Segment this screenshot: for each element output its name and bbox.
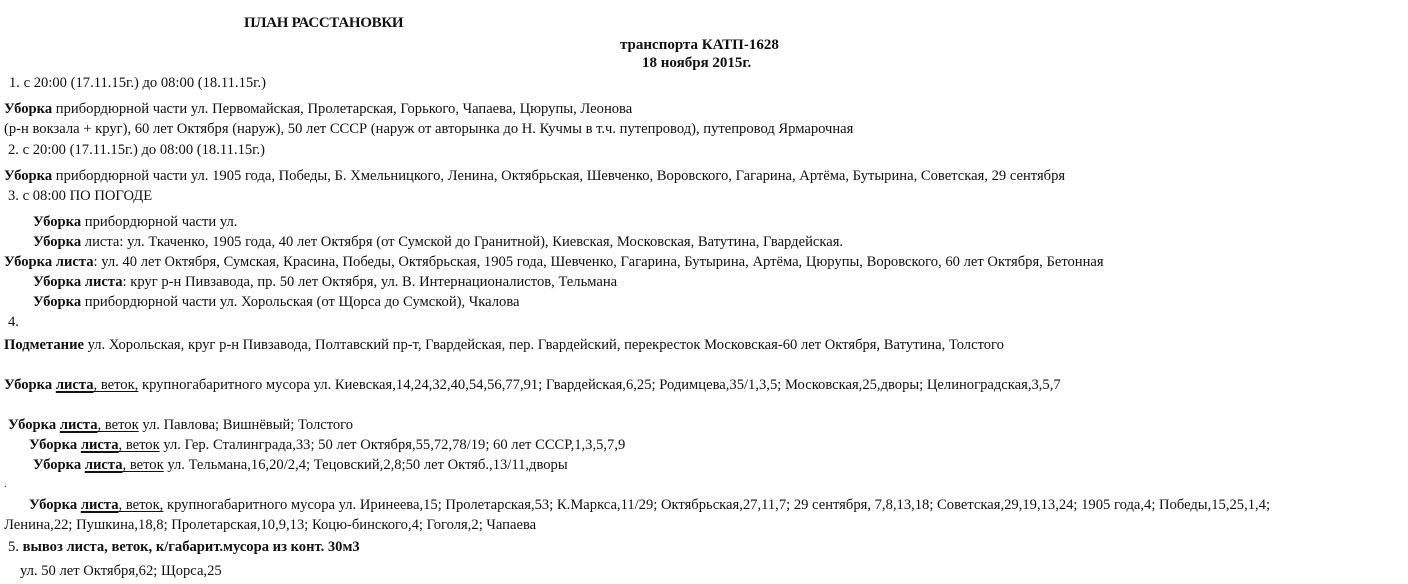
bold-label: Подметание xyxy=(4,337,84,353)
section-4-item xyxy=(4,376,1061,394)
text: прибордюрной части ул. 1905 года, Победы, Б. Хмельницкого, Ленина, Октябрьская, Шевченко, Воровского, Гагарина, Артёма, Бутырина, Советская, 29 сентября xyxy=(52,168,1066,184)
underlined: , веток xyxy=(97,417,139,433)
underlined-bold: листа xyxy=(84,457,123,473)
section-3-item xyxy=(33,293,520,311)
section-3-heading: 3. с 08:00 ПО ПОГОДЕ xyxy=(8,188,153,204)
text: ул. Хорольская, круг р-н Пивзавода, Полтавский пр-т, Гвардейская, пер. Гвардейский, перекресток Московская-60 лет Октября, Ватутина, Толстого xyxy=(83,337,1004,353)
section-4-item xyxy=(29,496,1270,514)
text: листа: ул. Ткаченко, 1905 года, 40 лет Октября (от Сумской до Гранитной), Киевская, Московская, Ватутина, Гвардейская. xyxy=(81,234,844,250)
bold-label: Уборка xyxy=(29,437,81,453)
section-number: 5. xyxy=(8,539,19,555)
page-subtitle: транспорта КАТП-1628 xyxy=(620,37,779,53)
underlined-bold: листа xyxy=(59,417,98,433)
text: прибордюрной части ул. xyxy=(81,214,238,230)
section-2-line-1 xyxy=(4,167,1065,185)
section-3-item xyxy=(33,213,237,231)
section-4-item xyxy=(29,436,625,454)
section-4-item xyxy=(33,456,568,474)
stray-dot: . xyxy=(4,479,7,490)
bold-label: Уборка xyxy=(33,294,82,310)
section-1-heading: 1. с 20:00 (17.11.15г.) до 08:00 (18.11.15г.) xyxy=(9,75,267,91)
underlined: , веток, xyxy=(93,377,139,393)
underlined: , веток xyxy=(122,457,164,473)
section-2-heading: 2. с 20:00 (17.11.15г.) до 08:00 (18.11.15г.) xyxy=(8,142,266,158)
section-4-item-continuation: Ленина,22; Пушкина,18,8; Пролетарская,10,9,13; Коцю-бинского,4; Гоголя,2; Чапаева xyxy=(4,517,537,533)
bold-label: Уборка xyxy=(4,101,53,117)
text: прибордюрной части ул. Первомайская, Пролетарская, Горького, Чапаева, Цюрупы, Леонова xyxy=(52,101,633,117)
underlined-bold: листа xyxy=(80,437,119,453)
bold-label: Уборка xyxy=(33,214,82,230)
text: прибордюрной части ул. Хорольская (от Щорса до Сумской), Чкалова xyxy=(81,294,520,310)
text: : ул. 40 лет Октября, Сумская, Красина, Победы, Октябрьская, 1905 года, Шевченко, Гагарина, Бутырина, Артёма, Цюрупы, Воровского, 60 лет Октября, Бетонная xyxy=(93,254,1104,270)
bold-label: Уборка xyxy=(33,234,82,250)
text: крупногабаритного мусора ул. Киевская,14,24,32,40,54,56,77,91; Гвардейская,6,25; Родимцева,35/1,3,5; Московская,25,дворы; Целиноградская,3,5,7 xyxy=(138,377,1061,393)
section-1-line-2: (р-н вокзала + круг), 60 лет Октября (наруж), 50 лет СССР (наруж от авторынка до Н. Кучмы в т.ч. путепровод), путепровод Ярмарочная xyxy=(4,121,854,137)
section-3-item xyxy=(33,233,843,251)
text: ул. Гер. Сталинграда,33; 50 лет Октября,55,72,78/19; 60 лет СССР,1,3,5,7,9 xyxy=(159,437,626,453)
page-date: 18 ноября 2015г. xyxy=(642,55,752,71)
bold-label: Уборка xyxy=(33,457,85,473)
section-5-line-1: ул. 50 лет Октября,62; Щорса,25 xyxy=(20,563,222,579)
bold-label: Уборка xyxy=(4,168,53,184)
section-4-item xyxy=(8,416,353,434)
section-3-item xyxy=(4,253,1104,271)
underlined-bold: листа xyxy=(55,377,94,393)
text: ул. Павлова; Вишнёвый; Толстого xyxy=(138,417,354,433)
bold-label: Уборка xyxy=(8,417,60,433)
text: : круг р-н Пивзавода, пр. 50 лет Октября, ул. В. Интернационалистов, Тельмана xyxy=(122,274,618,290)
section-1-line-1 xyxy=(4,100,632,118)
underlined-bold: листа xyxy=(80,497,119,513)
page-title: ПЛАН РАССТАНОВКИ xyxy=(244,15,404,31)
underlined: , веток xyxy=(118,437,160,453)
text: крупногабаритного мусора ул. Иринеева,15; Пролетарская,53; К.Маркса,11/29; Октябрьская,27,11,7; 29 сентября, 7,8,13,18; Советская,29,19,13,24; 1905 года,4; Победы,15,25,1,4; xyxy=(163,497,1271,513)
bold-heading: вывоз листа, веток, к/габарит.мусора из конт. 30м3 xyxy=(18,539,360,555)
section-5-heading xyxy=(8,538,360,556)
section-3-item xyxy=(33,273,617,291)
section-4-sweeping xyxy=(4,336,1004,354)
bold-label: Уборка xyxy=(29,497,81,513)
bold-label: Уборка листа xyxy=(33,274,123,290)
bold-label: Уборка xyxy=(4,377,56,393)
text: ул. Тельмана,16,20/2,4; Тецовский,2,8;50 лет Октяб.,13/11,дворы xyxy=(163,457,568,473)
bold-label: Уборка листа xyxy=(4,254,94,270)
underlined: , веток, xyxy=(118,497,164,513)
section-4-heading: 4. xyxy=(8,314,19,330)
